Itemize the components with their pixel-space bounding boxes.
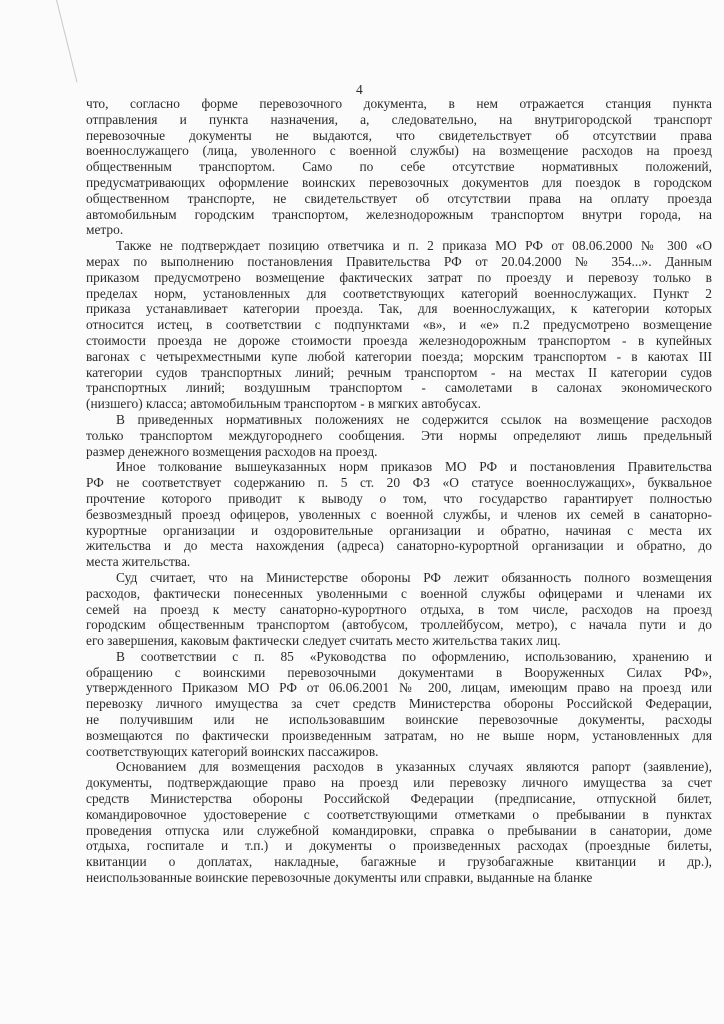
text-line: РФ не соответствует содержанию п. 5 ст. 20 ФЗ «О статусе военнослужащих», буквальное (86, 475, 712, 491)
text-line: приказом предусмотрено возмещение фактических затрат по проезду и перевозу только в (86, 269, 712, 285)
text-line: пределах норм, установленных для соответствующих категорий военнослужащих. Пункт 2 (86, 285, 712, 301)
text-line: командировочное удостоверение с соответствующими отметками о пребывании в пунктах (86, 806, 712, 822)
paragraph (86, 570, 712, 649)
text-line: военнослужащего (лица, уволенного с военной службы) на возмещение расходов на проезд (86, 143, 712, 159)
text-line: только транспортом междугороднего сообщения. Эти нормы определяют лишь предельный (86, 427, 712, 443)
text-line: документы, подтверждающие право на проезд или перевозку личного имущества за счет (86, 775, 712, 791)
text-line: расходов, фактически понесенных уволенными с военной службы офицерами и членами их (86, 585, 712, 601)
text-line: (низшего) класса; автомобильным транспортом - в мягких автобусах. (86, 396, 481, 412)
paragraph (86, 459, 712, 570)
paragraph (86, 759, 712, 885)
text-line: возмещаются по фактически произведенным затратам, но не выше норм, установленных для (86, 727, 712, 743)
text-line: мерах по выполнению постановления Правительства РФ от 20.04.2000 № 354...». Данным (86, 253, 712, 269)
paragraph (86, 649, 712, 760)
text-line: перевозочные документы не выдаются, что свидетельствует об отсутствии права (86, 127, 712, 143)
document-body (86, 96, 712, 886)
text-line: прочтение которого приводит к выводу о том, что государство гарантирует полностью (86, 490, 712, 506)
text-line: перевозку личного имущества за счет средств Министерства обороны Российской Федерации, (86, 696, 712, 712)
text-line: курортные организации и оздоровительные организации и обратно, начиная с места их (86, 522, 712, 538)
text-line: обращению с воинскими перевозочными документами в Вооруженных Силах РФ», (86, 664, 712, 680)
text-line: соответствующих категорий воинских пассажиров. (86, 743, 379, 759)
text-line: отправления и пункта назначения, а, следовательно, на внутригородской транспорт (86, 111, 712, 127)
paragraph (86, 412, 712, 459)
text-line: Основанием для возмещения расходов в указанных случаях являются рапорт (заявление), (116, 759, 712, 775)
text-line: категории судов транспортных линий; речным транспортом - на местах II категории судов (86, 364, 712, 380)
paragraph (86, 238, 712, 412)
text-line: отдыха, госпитале и т.п.) и документы о произведенных расходах (проездные билеты, (86, 838, 712, 854)
page-number: 4 (356, 82, 363, 97)
text-line: его завершения, каковым фактически следует считать место жительства таких лиц. (86, 633, 561, 649)
text-line: жительства и до места нахождения (адреса) санаторно-курортной организации и обратно, до (86, 538, 712, 554)
text-line: неиспользованные воинские перевозочные документы или справки, выданные на бланке (86, 870, 593, 886)
text-line: В приведенных нормативных положениях не содержится ссылок на возмещение расходов (116, 411, 712, 427)
text-line: размер денежного возмещения расходов на проезд. (86, 443, 378, 459)
text-line: стоимости проезда не дороже стоимости проезда железнодорожным транспортом - в купейных (86, 332, 712, 348)
text-line: не получившим или не использовавшим воинские перевозочные документы, расходы (86, 712, 712, 728)
text-line: Также не подтверждает позицию ответчика и п. 2 приказа МО РФ от 08.06.2000 № 300 «О (116, 238, 712, 254)
text-line: Иное толкование вышеуказанных норм приказов МО РФ и постановления Правительства (116, 459, 712, 475)
text-line: квитанции о доплатах, накладные, багажные и грузобагажные квитанции и др.), (86, 854, 712, 870)
text-line: приказа устанавливает категории проезда. Так, для военнослужащих, к категории которых (86, 301, 712, 317)
scan-edge-line (56, 0, 78, 82)
text-line: что, согласно форме перевозочного документа, в нем отражается станция пункта (86, 96, 712, 111)
text-line: транспортных линий; воздушным транспортом - самолетами в салонах экономического (86, 380, 712, 396)
text-line: проведения отпуска или служебной командировки, справка о пребывании в санатории, доме (86, 822, 712, 838)
paragraph (86, 96, 712, 238)
text-line: предусматривающих оформление воинских перевозочных документов для поездок в городском (86, 174, 712, 190)
text-line: общественном транспорте, не свидетельствует об отсутствии права на оплату проезда (86, 190, 712, 206)
text-line: метро. (86, 222, 124, 238)
text-line: безвозмездный проезд офицеров, уволенных с военной службы, и членов их семей в санаторно- (86, 506, 712, 522)
text-line: средств Министерства обороны Российской Федерации (предписание, отпускной билет, (86, 791, 712, 807)
text-line: утвержденного Приказом МО РФ от 06.06.2001 № 200, лицам, имеющим право на проезд или (86, 680, 712, 696)
text-line: относится истец, в соответствии с подпунктами «в», и «е» п.2 предусмотрено возмещение (86, 317, 712, 333)
text-line: В соответствии с п. 85 «Руководства по оформлению, использованию, хранению и (116, 648, 712, 664)
text-line: автомобильным городским транспортом, железнодорожным транспортом внутри города, на (86, 206, 712, 222)
text-line: вагонах с четырехместными купе любой категории поезда; морским транспортом - в каютах III (86, 348, 712, 364)
text-line: Суд считает, что на Министерстве обороны РФ лежит обязанность полного возмещения (116, 569, 712, 585)
text-line: семей на проезд к месту санаторно-курортного отдыха, в том числе, расходов на проезд (86, 601, 712, 617)
text-line: городским общественным транспортом (автобусом, троллейбусом, метро), с начала пути и до (86, 617, 712, 633)
text-line: места жительства. (86, 554, 191, 570)
text-line: общественным транспортом. Само по себе отсутствие нормативных положений, (86, 159, 712, 175)
